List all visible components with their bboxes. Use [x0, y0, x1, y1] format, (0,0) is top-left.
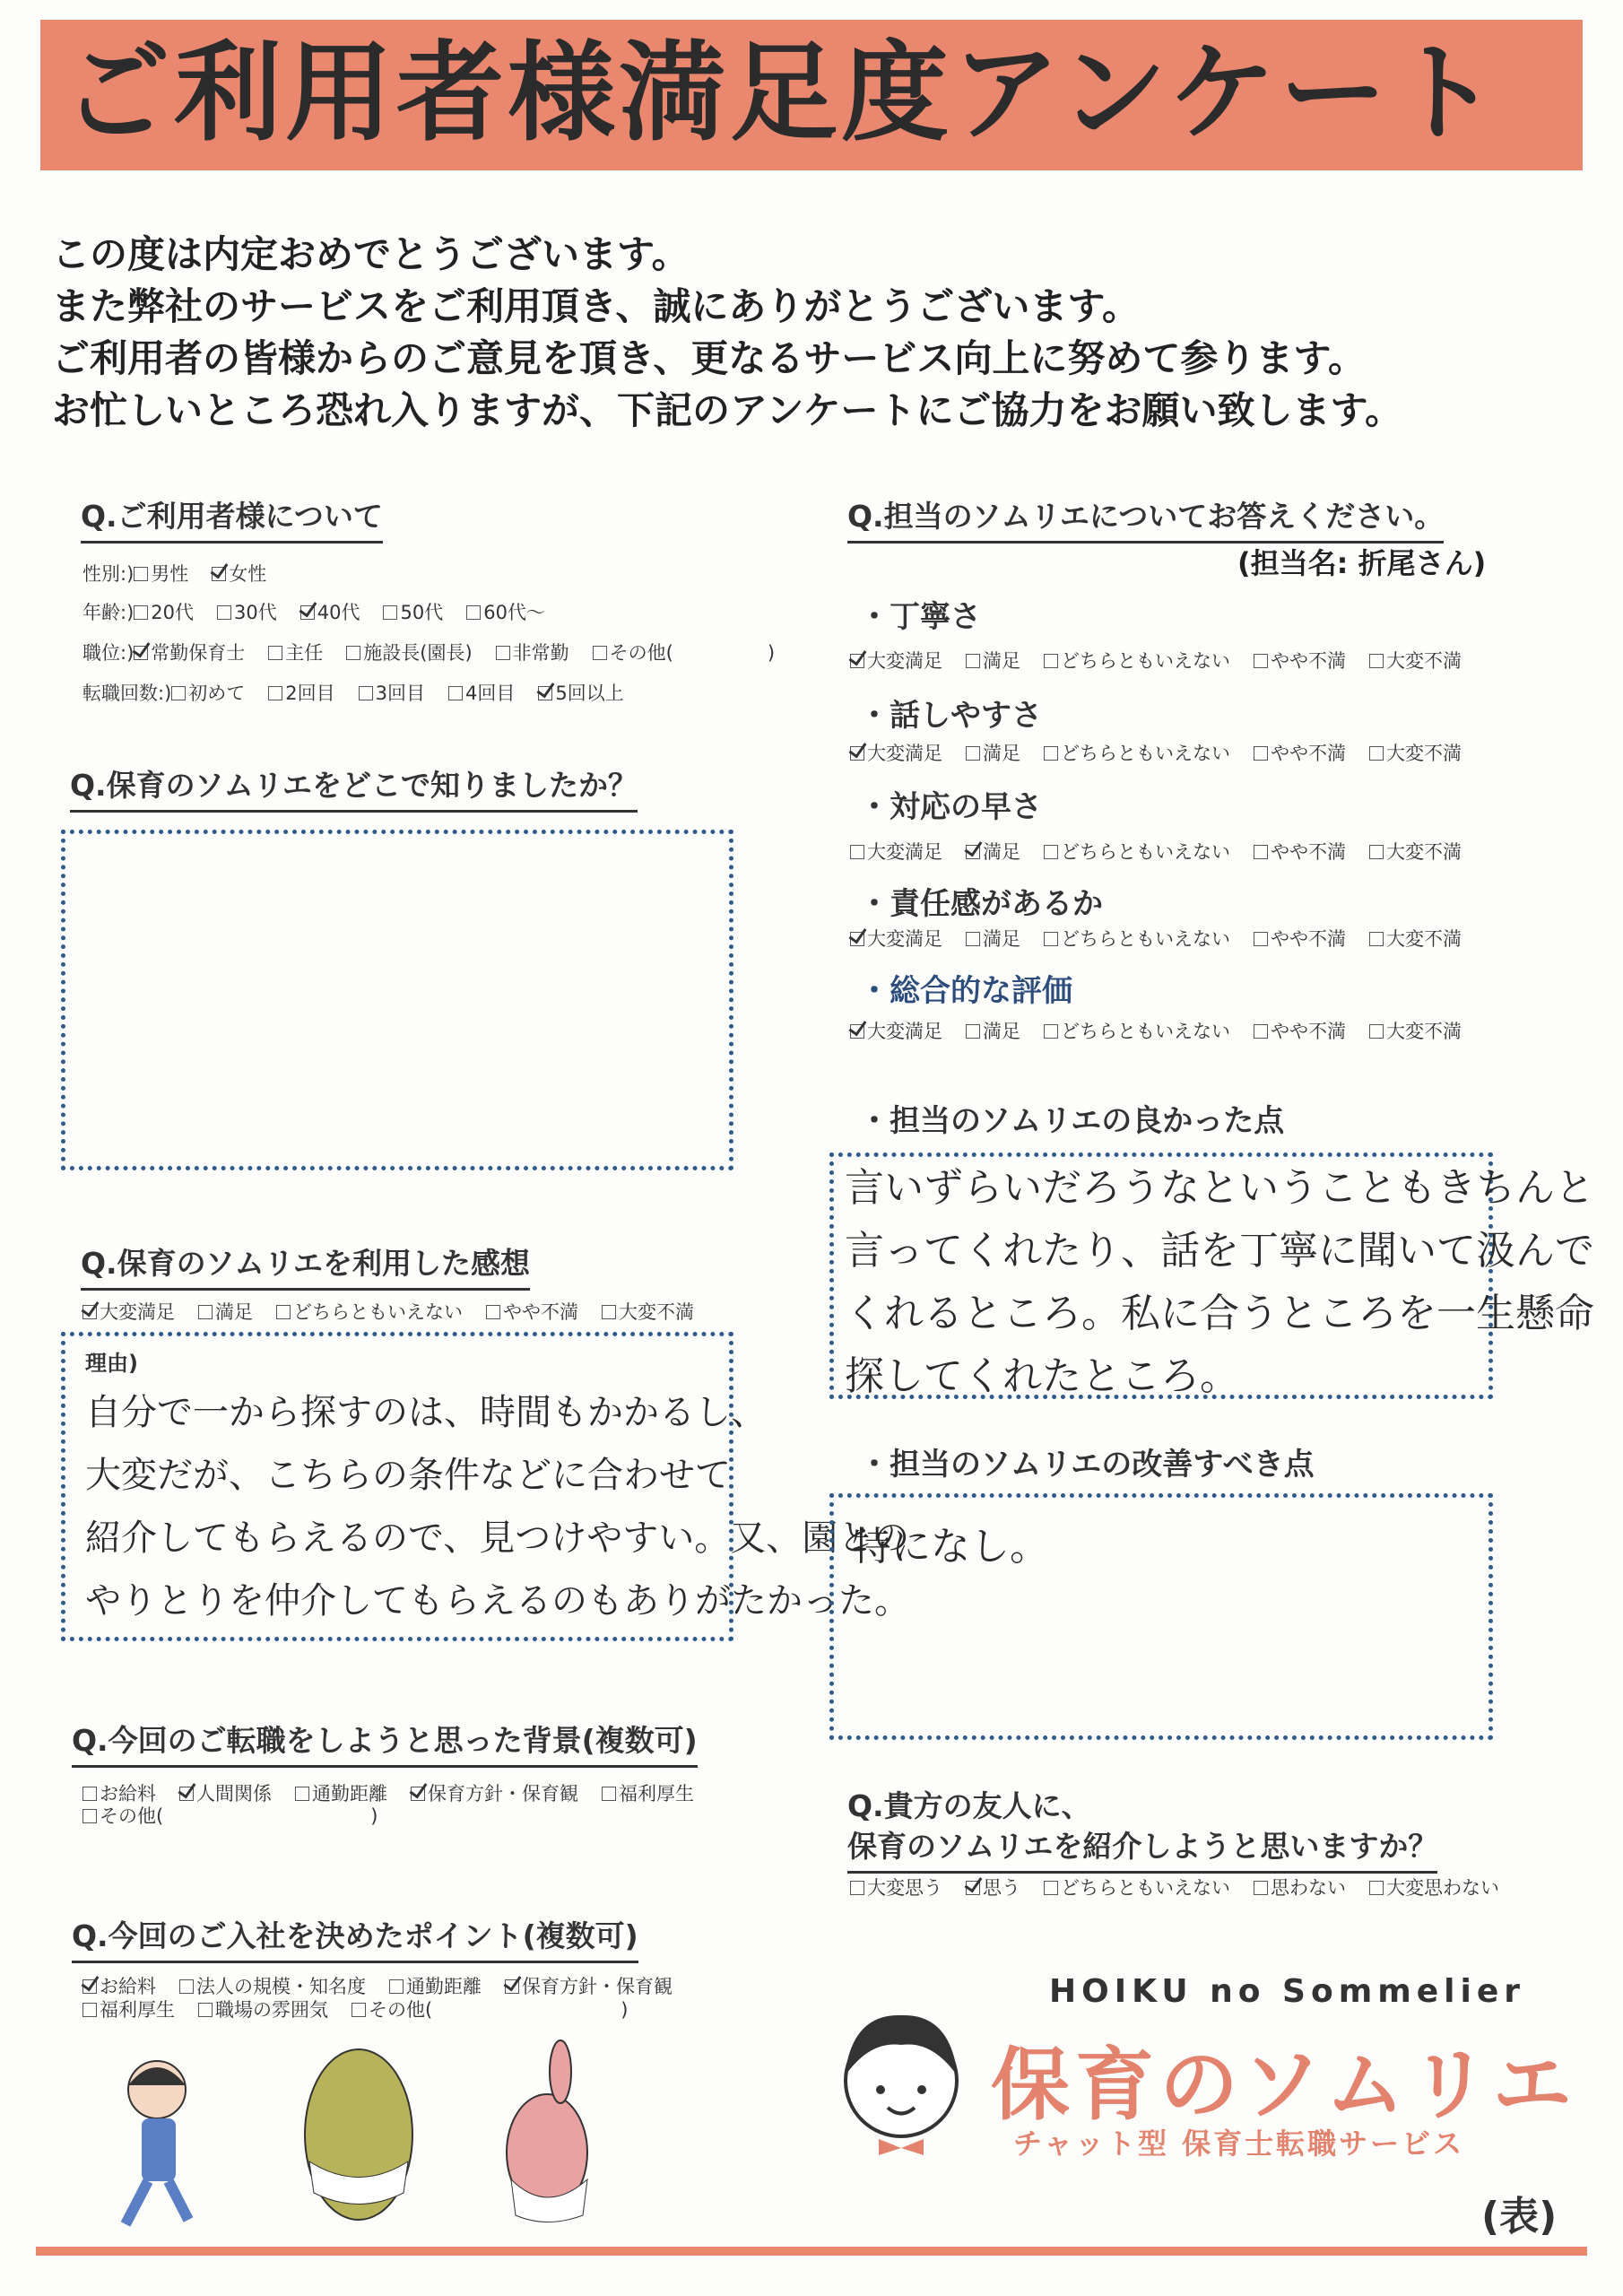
option-label: どちらともいえない	[1061, 1021, 1230, 1042]
option-label: 大変不満	[1386, 650, 1462, 672]
age-row	[82, 599, 568, 626]
checkbox[interactable]	[276, 1305, 291, 1319]
option-label: 通勤距離	[406, 1976, 482, 1997]
option-label: お給料	[100, 1976, 156, 1997]
option-label: 思う	[983, 1877, 1020, 1899]
checkbox[interactable]	[352, 2003, 366, 2017]
option	[1044, 1018, 1230, 1045]
decision-options-2	[82, 1996, 651, 2023]
option-label: 大変不満	[1386, 743, 1462, 764]
referral-options	[850, 1874, 1523, 1901]
intro-line: お忙しいところ恐れ入りますが、下記のアンケートにご協力をお願い致します。	[52, 388, 1403, 432]
item-label-easy-talk: ・話しやすさ	[859, 698, 1042, 734]
checkbox-checked[interactable]	[966, 845, 980, 859]
checkbox[interactable]	[359, 686, 373, 700]
background-other	[82, 1803, 401, 1830]
checkbox[interactable]	[850, 845, 864, 859]
checkbox[interactable]	[1369, 746, 1384, 761]
intro-line: この度は内定おめでとうございます。	[52, 232, 690, 276]
good-points-text	[845, 1157, 1594, 1408]
mascot-illustrations	[72, 2036, 699, 2242]
option-label: 満足	[983, 841, 1020, 863]
option	[602, 1780, 694, 1807]
checkbox[interactable]	[1254, 746, 1268, 761]
impression-heading: Q.保育のソムリエを利用した感想	[81, 1240, 530, 1291]
option-label: 大変思う	[867, 1877, 942, 1899]
option	[134, 599, 194, 626]
checkbox[interactable]	[179, 1979, 194, 1994]
option	[383, 599, 443, 626]
option	[1044, 648, 1230, 674]
option	[593, 639, 775, 666]
checkbox[interactable]	[1044, 746, 1058, 761]
checkbox[interactable]	[82, 1787, 97, 1801]
improve-text: 特になし。	[852, 1524, 1049, 1570]
item-label-speed: ・対応の早さ	[859, 789, 1042, 825]
option-label: 保育方針・保育観	[428, 1783, 578, 1805]
referral-heading-1: Q.貴方の友人に、	[847, 1788, 1091, 1823]
checkbox[interactable]	[1254, 654, 1268, 668]
rating-responsibility	[850, 926, 1485, 952]
option-label: どちらともいえない	[1061, 650, 1230, 672]
option-label: 満足	[983, 650, 1020, 672]
option-label: やや不満	[1271, 928, 1346, 950]
checkbox[interactable]	[198, 2003, 213, 2017]
checkbox[interactable]	[602, 1305, 616, 1319]
option	[602, 1299, 694, 1326]
option-label: 常勤保育士	[151, 642, 246, 664]
checkbox[interactable]	[82, 1809, 97, 1823]
field-label: 職位:)	[82, 642, 135, 664]
checkbox[interactable]	[486, 1305, 500, 1319]
bean-mascot	[305, 2049, 412, 2220]
option-label: やや不満	[1271, 1021, 1346, 1042]
option-label: 男性	[151, 563, 189, 585]
option	[850, 740, 942, 767]
option	[268, 639, 323, 666]
checkbox[interactable]	[217, 605, 231, 620]
checkbox[interactable]	[1044, 1881, 1058, 1895]
option-label: 大変不満	[619, 1301, 694, 1323]
checkbox-checked[interactable]	[82, 1305, 97, 1319]
option-label: やや不満	[503, 1301, 578, 1323]
option	[1369, 648, 1462, 674]
option-label: 大変不満	[1386, 928, 1462, 950]
checkbox-checked[interactable]	[134, 646, 148, 660]
sommelier-heading: Q.担当のソムリエについてお答えください。	[847, 493, 1444, 544]
option-label: 大変思わない	[1386, 1877, 1499, 1899]
option	[359, 680, 425, 707]
checkbox[interactable]	[268, 686, 282, 700]
checkbox-checked[interactable]	[850, 1024, 864, 1039]
checkbox-checked[interactable]	[212, 567, 226, 581]
option-label: 3回目	[375, 683, 426, 704]
checkbox[interactable]	[1254, 932, 1268, 946]
improve-label: ・担当のソムリエの改善すべき点	[859, 1447, 1315, 1483]
changes-row	[82, 680, 647, 707]
option-label: 満足	[983, 928, 1020, 950]
field-label: 年齢:)	[82, 602, 135, 623]
rating-politeness	[850, 648, 1485, 674]
option-label: 4回目	[465, 683, 516, 704]
checkbox-checked[interactable]	[850, 932, 864, 946]
option-label: 満足	[215, 1301, 253, 1323]
option-label: その他( )	[369, 1999, 629, 2021]
option-label: どちらともいえない	[293, 1301, 463, 1323]
rabbit-mascot	[507, 2040, 587, 2222]
good-line: 探してくれたところ。	[845, 1353, 1239, 1399]
option-label: 非常勤	[512, 642, 569, 664]
option-label: 初めて	[188, 683, 246, 704]
checkbox[interactable]	[1044, 654, 1058, 668]
option	[82, 1299, 175, 1326]
option	[1369, 1018, 1462, 1045]
option	[1044, 926, 1230, 952]
page-side-mark: (表)	[1481, 2194, 1558, 2239]
option-label: 大変満足	[867, 841, 942, 863]
option	[1254, 1874, 1346, 1901]
checkbox[interactable]	[1254, 1024, 1268, 1039]
option	[466, 599, 545, 626]
option	[850, 926, 942, 952]
option	[212, 561, 266, 587]
option	[1044, 1874, 1230, 1901]
option	[198, 1299, 253, 1326]
checkbox[interactable]	[1369, 1881, 1384, 1895]
impression-reason-box[interactable]	[61, 1332, 910, 1641]
option-label: 大変不満	[1386, 841, 1462, 863]
boy-mascot	[126, 2061, 188, 2224]
option-label: 大変満足	[867, 928, 942, 950]
option	[966, 648, 1020, 674]
option-label: 法人の規模・知名度	[196, 1976, 366, 1997]
checkbox[interactable]	[593, 646, 607, 660]
option	[850, 1874, 942, 1901]
checkbox[interactable]	[966, 746, 980, 761]
option	[276, 1299, 463, 1326]
option	[448, 680, 515, 707]
checkbox[interactable]	[346, 646, 360, 660]
staff-name: (担当名: 折尾さん)	[1237, 546, 1487, 580]
option	[1254, 839, 1346, 865]
option-label: 通勤距離	[312, 1783, 387, 1805]
option-label: やや不満	[1271, 841, 1346, 863]
good-line: くれるところ。私に合うところを一生懸命	[845, 1291, 1594, 1336]
checkbox-checked[interactable]	[505, 1979, 519, 1994]
option	[1044, 839, 1230, 865]
option-label: どちらともいえない	[1061, 743, 1230, 764]
option	[1369, 740, 1462, 767]
improve-box[interactable]	[829, 1493, 1493, 1740]
good-line: 言いずらいだろうなということもきちんと	[845, 1165, 1594, 1211]
option	[198, 1996, 328, 2023]
option	[268, 680, 334, 707]
checkbox[interactable]	[1044, 932, 1058, 946]
option	[82, 1996, 175, 2023]
field-label: 性別:)	[82, 563, 135, 585]
background-heading: Q.今回のご転職をしようと思った背景(複数可)	[72, 1718, 698, 1768]
item-label-responsibility: ・責任感があるか	[859, 886, 1103, 922]
option	[966, 1874, 1020, 1901]
checkbox[interactable]	[1369, 845, 1384, 859]
option	[171, 680, 245, 707]
option	[496, 639, 569, 666]
checkbox[interactable]	[496, 646, 510, 660]
option	[1369, 926, 1462, 952]
checkbox[interactable]	[1254, 1881, 1268, 1895]
logo-face-icon	[825, 2005, 977, 2157]
option	[217, 599, 277, 626]
option-label: どちらともいえない	[1061, 841, 1230, 863]
user-heading: Q.ご利用者様について	[81, 493, 383, 544]
checkbox-checked[interactable]	[179, 1787, 194, 1801]
gender-row	[82, 561, 290, 587]
option	[300, 599, 360, 626]
checkbox[interactable]	[134, 567, 148, 581]
reason-line: 自分で一から探すのは、時間もかかるし、	[85, 1392, 767, 1433]
checkbox[interactable]	[198, 1305, 213, 1319]
rating-easy-talk	[850, 740, 1485, 767]
option-label: 職場の雰囲気	[215, 1999, 328, 2021]
option-label: 福利厚生	[619, 1783, 694, 1805]
option	[850, 1018, 942, 1045]
rating-speed	[850, 839, 1485, 865]
option-label: 大変満足	[867, 1021, 942, 1042]
intro-text	[52, 229, 1576, 437]
option-label: 60代～	[483, 602, 545, 623]
option-label: 30代	[234, 602, 277, 623]
good-line: 言ってくれたり、話を丁寧に聞いて汲んで	[845, 1228, 1594, 1274]
option	[966, 926, 1020, 952]
logo-main-text: 保育のソムリエ	[991, 2039, 1577, 2131]
option-label: 大変満足	[100, 1301, 175, 1323]
where-answer-box[interactable]	[61, 830, 733, 1170]
checkbox[interactable]	[1369, 1024, 1384, 1039]
option	[352, 1996, 628, 2023]
checkbox-checked[interactable]	[538, 686, 552, 700]
checkbox[interactable]	[268, 646, 282, 660]
option-label: 5回以上	[555, 683, 624, 704]
checkbox-checked[interactable]	[82, 1979, 97, 1994]
good-points-box[interactable]	[829, 1152, 1594, 1399]
option-label: やや不満	[1271, 743, 1346, 764]
option-label: どちらともいえない	[1061, 1877, 1230, 1899]
decision-heading: Q.今回のご入社を決めたポイント(複数可)	[72, 1913, 638, 1963]
option	[538, 680, 623, 707]
option	[966, 740, 1020, 767]
item-label-overall: ・総合的な評価	[859, 973, 1072, 1009]
option-label: 人間関係	[196, 1783, 272, 1805]
option	[346, 639, 472, 666]
checkbox[interactable]	[850, 1881, 864, 1895]
checkbox-checked[interactable]	[411, 1787, 425, 1801]
checkbox[interactable]	[448, 686, 463, 700]
option-label: 保育方針・保育観	[522, 1976, 673, 1997]
checkbox[interactable]	[966, 654, 980, 668]
page-title: ご利用者様満足度アンケート	[63, 31, 1502, 156]
reason-line: 大変だが、こちらの条件などに合わせて	[85, 1455, 731, 1496]
checkbox[interactable]	[82, 2003, 97, 2017]
checkbox[interactable]	[966, 932, 980, 946]
option-label: その他( )	[100, 1805, 378, 1827]
option-label: 主任	[285, 642, 324, 664]
checkbox[interactable]	[1044, 1024, 1058, 1039]
intro-line: ご利用者の皆様からのご意見を頂き、更なるサービス向上に努めて参ります。	[52, 336, 1366, 380]
option	[966, 839, 1020, 865]
option-label: 女性	[229, 563, 267, 585]
impression-options	[82, 1299, 717, 1326]
rating-overall	[850, 1018, 1485, 1045]
option	[134, 561, 188, 587]
logo-wordmark: HOIKU no Sommelier	[1049, 1973, 1525, 2010]
option-label: 50代	[400, 602, 444, 623]
checkbox[interactable]	[383, 605, 397, 620]
checkbox[interactable]	[1369, 654, 1384, 668]
item-label-politeness: ・丁寧さ	[859, 599, 981, 635]
checkbox[interactable]	[389, 1979, 404, 1994]
where-heading: Q.保育のソムリエをどこで知りましたか？	[70, 762, 638, 813]
option-label: 2回目	[285, 683, 335, 704]
option	[1254, 648, 1346, 674]
position-row	[82, 639, 798, 666]
intro-line: また弊社のサービスをご利用頂き、誠にありがとうございます。	[52, 284, 1140, 328]
referral-heading-2: 保育のソムリエを紹介しようと思いますか？	[847, 1823, 1437, 1874]
checkbox[interactable]	[1254, 845, 1268, 859]
checkbox-checked[interactable]	[300, 605, 315, 620]
option	[1254, 1018, 1346, 1045]
checkbox[interactable]	[1369, 932, 1384, 946]
field-label: 転職回数:)	[82, 683, 172, 704]
option-label: 思わない	[1271, 1877, 1346, 1899]
checkbox-checked[interactable]	[966, 1881, 980, 1895]
option-label: どちらともいえない	[1061, 928, 1230, 950]
checkbox[interactable]	[295, 1787, 309, 1801]
option	[1369, 839, 1462, 865]
reason-line: やりとりを仲介してもらえるのもありがたかった。	[85, 1580, 910, 1622]
option	[134, 639, 245, 666]
option-label: やや不満	[1271, 650, 1346, 672]
checkbox[interactable]	[171, 686, 186, 700]
option	[411, 1780, 578, 1807]
logo-sub-text: チャット型 保育士転職サービス	[1013, 2126, 1465, 2161]
option	[850, 648, 942, 674]
option-label: 福利厚生	[100, 1999, 175, 2021]
option-label: 満足	[983, 1021, 1020, 1042]
option-label: 大変不満	[1386, 1021, 1462, 1042]
checkbox[interactable]	[1044, 845, 1058, 859]
option	[966, 1018, 1020, 1045]
option-label: 満足	[983, 743, 1020, 764]
option	[1044, 740, 1230, 767]
option	[1369, 1874, 1499, 1901]
option-label: 施設長(園長)	[363, 642, 473, 664]
option	[1254, 740, 1346, 767]
option	[486, 1299, 578, 1326]
option-label: お給料	[100, 1783, 156, 1805]
option	[1254, 926, 1346, 952]
checkbox[interactable]	[602, 1787, 616, 1801]
checkbox-checked[interactable]	[850, 746, 864, 761]
checkbox[interactable]	[466, 605, 481, 620]
option-label: その他( )	[609, 642, 776, 664]
reason-label: 理由)	[85, 1351, 138, 1376]
reason-text	[85, 1381, 910, 1632]
option-label: 大変満足	[867, 743, 942, 764]
bottom-bar	[36, 2247, 1587, 2256]
checkbox-checked[interactable]	[850, 654, 864, 668]
option	[850, 839, 942, 865]
checkbox[interactable]	[134, 605, 148, 620]
option-label: 大変満足	[867, 650, 942, 672]
checkbox[interactable]	[966, 1024, 980, 1039]
reason-line: 紹介してもらえるので、見つけやすい。又、園との	[85, 1518, 910, 1559]
option-label: 20代	[151, 602, 195, 623]
option-label: 40代	[317, 602, 360, 623]
good-points-label: ・担当のソムリエの良かった点	[859, 1103, 1285, 1139]
